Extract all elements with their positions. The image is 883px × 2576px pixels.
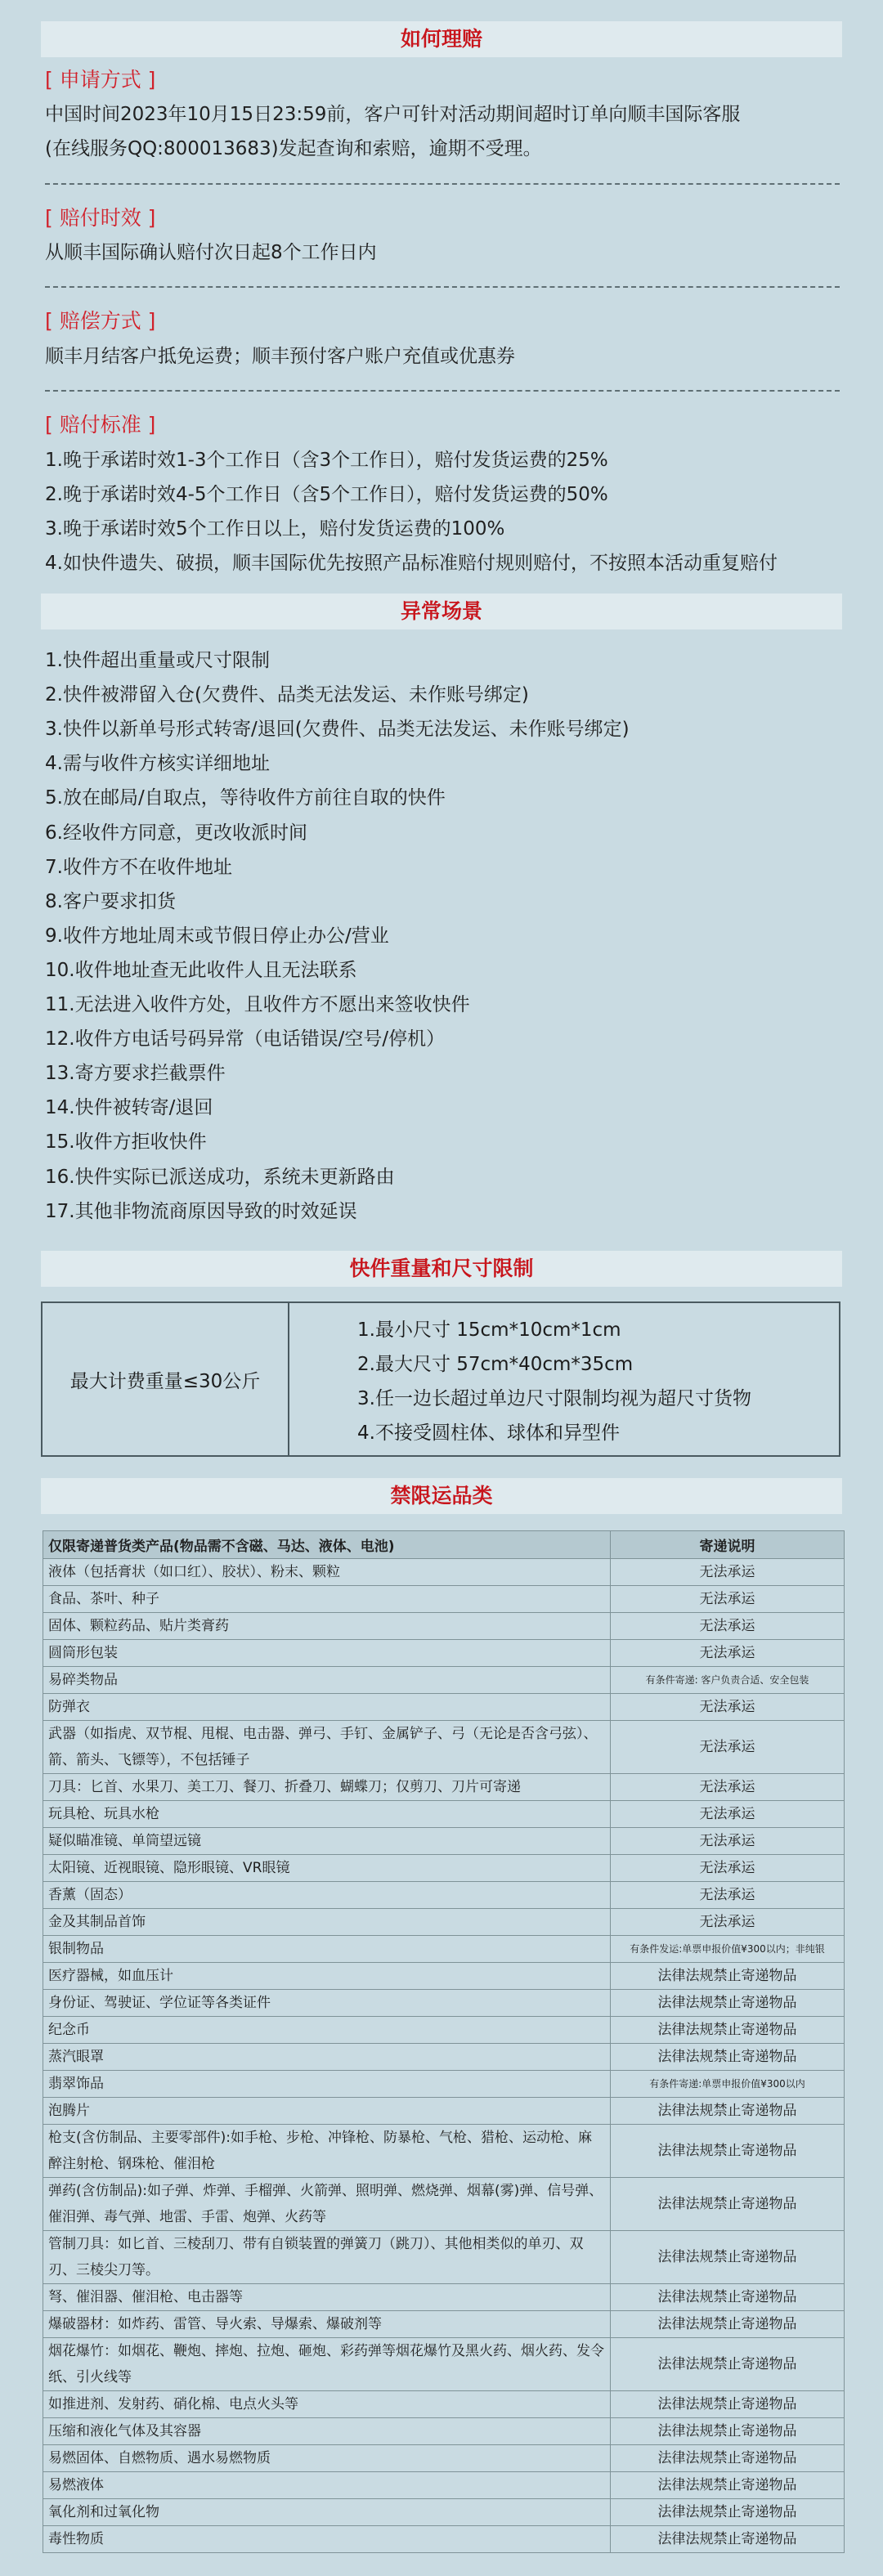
- abnormal-banner: 异常场景: [41, 594, 842, 629]
- table-row: [43, 2098, 845, 2125]
- abnormal-item: 9.收件方地址周末或节假日停止办公/营业: [45, 925, 389, 947]
- table-row: [43, 2178, 845, 2231]
- claim-banner: 如何理赔: [41, 21, 842, 57]
- restricted-note-cell: 无法承运: [611, 1801, 845, 1828]
- restricted-item-cell: 易燃固体、自燃物质、遇水易燃物质: [43, 2445, 611, 2472]
- restricted-item-cell: 液体（包括膏状（如口红）、胶状）、粉末、颗粒: [43, 1559, 611, 1586]
- restricted-item-cell: 医疗器械，如血压计: [43, 1963, 611, 1990]
- restricted-note-cell: 无法承运: [611, 1721, 845, 1774]
- table-row: [43, 1721, 845, 1774]
- table-row: [43, 1694, 845, 1721]
- restricted-item-cell: 易燃液体: [43, 2472, 611, 2499]
- restricted-item-cell: 香薰（固态）: [43, 1882, 611, 1909]
- payout-standard-line: 3.晚于承诺时效5个工作日以上，赔付发货运费的100%: [45, 518, 505, 540]
- abnormal-item: 3.快件以新单号形式转寄/退回(欠费件、品类无法发运、未作账号绑定): [45, 719, 630, 741]
- restricted-note-cell: 法律法规禁止寄递物品: [611, 2391, 845, 2418]
- restricted-note-cell: 无法承运: [611, 1586, 845, 1613]
- apply-method-title: [ 申请方式 ]: [45, 68, 156, 92]
- restricted-item-cell: 爆破器材：如炸药、雷管、导火索、导爆索、爆破剂等: [43, 2311, 611, 2338]
- restricted-note-cell: 法律法规禁止寄递物品: [611, 2445, 845, 2472]
- abnormal-item: 4.需与收件方核实详细地址: [45, 753, 270, 775]
- table-row: [43, 1909, 845, 1936]
- restricted-item-cell: 烟花爆竹：如烟花、鞭炮、摔炮、拉炮、砸炮、彩药弹等烟花爆竹及黑火药、烟火药、发令纸、引火线等: [43, 2338, 611, 2391]
- restricted-note-cell: 法律法规禁止寄递物品: [611, 2338, 845, 2391]
- restricted-item-cell: 固体、颗粒药品、贴片类膏药: [43, 1613, 611, 1640]
- table-row: [43, 1990, 845, 2017]
- restricted-item-cell: 如推进剂、发射药、硝化棉、电点火头等: [43, 2391, 611, 2418]
- divider: [45, 286, 840, 288]
- abnormal-item: 14.快件被转寄/退回: [45, 1097, 213, 1119]
- max-weight-cell: 最大计费重量≤30公斤: [43, 1303, 289, 1455]
- compensation-method-line: 顺丰月结客户抵免运费；顺丰预付客户账户充值或优惠券: [45, 346, 515, 367]
- restricted-item-cell: 管制刀具：如匕首、三棱刮刀、带有自锁装置的弹簧刀（跳刀）、其他相类似的单刃、双刃、三棱尖刀等。: [43, 2231, 611, 2284]
- restricted-item-cell: 毒性物质: [43, 2526, 611, 2553]
- divider: [45, 390, 840, 392]
- table-row: [43, 2499, 845, 2526]
- restricted-note-cell: 无法承运: [611, 1774, 845, 1801]
- limits-table: [41, 1301, 840, 1457]
- restricted-note-cell: 无法承运: [611, 1640, 845, 1667]
- table-row: [43, 2472, 845, 2499]
- restricted-note-cell: 法律法规禁止寄递物品: [611, 2125, 845, 2178]
- abnormal-item: 6.经收件方同意，更改收派时间: [45, 822, 307, 844]
- restricted-item-cell: 弹药(含仿制品):如子弹、炸弹、手榴弹、火箭弹、照明弹、燃烧弹、烟幕(雾)弹、信号弹、催泪弹、毒气弹、地雷、手雷、炮弹、火药等: [43, 2178, 611, 2231]
- abnormal-item: 13.寄方要求拦截票件: [45, 1063, 226, 1085]
- restricted-item-cell: 金及其制品首饰: [43, 1909, 611, 1936]
- restricted-note-cell: 有条件寄递:单票申报价值¥300以内: [611, 2071, 845, 2098]
- restricted-item-cell: 泡腾片: [43, 2098, 611, 2125]
- restricted-note-cell: 无法承运: [611, 1828, 845, 1855]
- table-row: [43, 2284, 845, 2311]
- restricted-item-cell: 武器（如指虎、双节棍、甩棍、电击器、弹弓、手钉、金属铲子、弓（无论是否含弓弦）、箭、箭头、飞镖等），不包括锤子: [43, 1721, 611, 1774]
- restricted-note-cell: 法律法规禁止寄递物品: [611, 1990, 845, 2017]
- restricted-note-cell: 无法承运: [611, 1882, 845, 1909]
- table-row: [43, 1640, 845, 1667]
- abnormal-item: 11.无法进入收件方处，且收件方不愿出来签收快件: [45, 994, 470, 1015]
- table-row: [43, 2231, 845, 2284]
- table-row: [43, 2526, 845, 2553]
- restricted-item-cell: 压缩和液化气体及其容器: [43, 2418, 611, 2445]
- table-row: [43, 1963, 845, 1990]
- restricted-item-cell: 太阳镜、近视眼镜、隐形眼镜、VR眼镜: [43, 1855, 611, 1882]
- table-header-note: 寄递说明: [611, 1531, 845, 1559]
- table-row: [43, 1936, 845, 1963]
- size-limit-line: 4.不接受圆柱体、球体和异型件: [357, 1422, 620, 1444]
- restricted-banner: 禁限运品类: [41, 1478, 842, 1514]
- table-row: [43, 1613, 845, 1640]
- restricted-note-cell: 法律法规禁止寄递物品: [611, 1963, 845, 1990]
- divider: [45, 183, 840, 185]
- restricted-note-cell: 法律法规禁止寄递物品: [611, 2284, 845, 2311]
- restricted-item-cell: 身份证、驾驶证、学位证等各类证件: [43, 1990, 611, 2017]
- restricted-note-cell: 法律法规禁止寄递物品: [611, 2472, 845, 2499]
- restricted-note-cell: 法律法规禁止寄递物品: [611, 2178, 845, 2231]
- payout-time-line: 从顺丰国际确认赔付次日起8个工作日内: [45, 242, 377, 263]
- restricted-note-cell: 法律法规禁止寄递物品: [611, 2098, 845, 2125]
- abnormal-item: 12.收件方电话号码异常（电话错误/空号/停机）: [45, 1028, 446, 1051]
- apply-method-line-1: 中国时间2023年10月15日23:59前，客户可针对活动期间超时订单向顺丰国际客服: [45, 104, 741, 125]
- restricted-note-cell: 法律法规禁止寄递物品: [611, 2311, 845, 2338]
- abnormal-item: 5.放在邮局/自取点，等待收件方前往自取的快件: [45, 787, 446, 809]
- restricted-note-cell: 法律法规禁止寄递物品: [611, 2044, 845, 2071]
- table-row: [43, 1801, 845, 1828]
- table-row: [43, 2311, 845, 2338]
- restricted-item-cell: 氧化剂和过氧化物: [43, 2499, 611, 2526]
- payout-standard-line: 4.如快件遗失、破损，顺丰国际优先按照产品标准赔付规则赔付，不按照本活动重复赔付: [45, 553, 778, 574]
- abnormal-item: 2.快件被滞留入仓(欠费件、品类无法发运、未作账号绑定): [45, 684, 529, 706]
- table-row: [43, 2125, 845, 2178]
- size-limit-line: 2.最大尺寸 57cm*40cm*35cm: [357, 1354, 634, 1375]
- restricted-item-cell: 弩、催泪器、催泪枪、电击器等: [43, 2284, 611, 2311]
- restricted-item-cell: 翡翠饰品: [43, 2071, 611, 2098]
- restricted-item-cell: 枪支(含仿制品、主要零部件):如手枪、步枪、冲锋枪、防暴枪、气枪、猎枪、运动枪、麻醉注射枪、钢珠枪、催泪枪: [43, 2125, 611, 2178]
- restricted-item-cell: 食品、茶叶、种子: [43, 1586, 611, 1613]
- abnormal-item: 8.客户要求扣货: [45, 890, 176, 912]
- size-limit-line: 3.任一边长超过单边尺寸限制均视为超尺寸货物: [357, 1388, 751, 1409]
- restricted-note-cell: 无法承运: [611, 1909, 845, 1936]
- restricted-note-cell: 有条件寄递: 客户负责合适、安全包装: [611, 1667, 845, 1694]
- payout-standard-line: 1.晚于承诺时效1-3个工作日（含3个工作日），赔付发货运费的25%: [45, 450, 608, 471]
- payout-standard-line: 2.晚于承诺时效4-5个工作日（含5个工作日），赔付发货运费的50%: [45, 484, 608, 505]
- restricted-note-cell: 无法承运: [611, 1559, 845, 1586]
- restricted-item-cell: 防弹衣: [43, 1694, 611, 1721]
- abnormal-item: 10.收件地址查无此收件人且无法联系: [45, 959, 357, 981]
- payout-time-title: [ 赔付时效 ]: [45, 206, 156, 230]
- abnormal-item: 1.快件超出重量或尺寸限制: [45, 650, 270, 671]
- size-limit-line: 1.最小尺寸 15cm*10cm*1cm: [357, 1319, 621, 1341]
- table-row: [43, 2071, 845, 2098]
- restricted-item-cell: 蒸汽眼罩: [43, 2044, 611, 2071]
- restricted-item-cell: 纪念币: [43, 2017, 611, 2044]
- restricted-note-cell: 法律法规禁止寄递物品: [611, 2017, 845, 2044]
- restricted-note-cell: 无法承运: [611, 1613, 845, 1640]
- abnormal-item: 17.其他非物流商原因导致的时效延误: [45, 1200, 357, 1222]
- table-row: [43, 1667, 845, 1694]
- restricted-note-cell: 法律法规禁止寄递物品: [611, 2231, 845, 2284]
- restricted-item-cell: 玩具枪、玩具水枪: [43, 1801, 611, 1828]
- abnormal-item: 16.快件实际已派送成功，系统未更新路由: [45, 1166, 395, 1188]
- apply-method-line-2: (在线服务QQ:800013683)发起查询和索赔，逾期不受理。: [45, 138, 542, 159]
- restricted-note-cell: 无法承运: [611, 1855, 845, 1882]
- table-row: [43, 1774, 845, 1801]
- table-row: [43, 1855, 845, 1882]
- table-row: [43, 1586, 845, 1613]
- limits-banner: 快件重量和尺寸限制: [41, 1251, 842, 1287]
- table-row: [43, 2391, 845, 2418]
- table-row: [43, 2338, 845, 2391]
- table-row: [43, 1559, 845, 1586]
- restricted-note-cell: 法律法规禁止寄递物品: [611, 2526, 845, 2553]
- restricted-note-cell: 法律法规禁止寄递物品: [611, 2418, 845, 2445]
- table-row: [43, 1828, 845, 1855]
- table-row: [43, 2418, 845, 2445]
- abnormal-item: 7.收件方不在收件地址: [45, 856, 232, 878]
- table-row: [43, 2017, 845, 2044]
- abnormal-item: 15.收件方拒收快件: [45, 1131, 207, 1154]
- restricted-item-cell: 圆筒形包装: [43, 1640, 611, 1667]
- restricted-note-cell: 法律法规禁止寄递物品: [611, 2499, 845, 2526]
- restricted-note-cell: 无法承运: [611, 1694, 845, 1721]
- restricted-item-cell: 银制物品: [43, 1936, 611, 1963]
- restricted-item-cell: 易碎类物品: [43, 1667, 611, 1694]
- compensation-method-title: [ 赔偿方式 ]: [45, 309, 156, 333]
- restricted-note-cell: 有条件发运:单票申报价值¥300以内；非纯银: [611, 1936, 845, 1963]
- restricted-table: [43, 1530, 845, 2553]
- restricted-item-cell: 刀具：匕首、水果刀、美工刀、餐刀、折叠刀、蝴蝶刀；仅剪刀、刀片可寄递: [43, 1774, 611, 1801]
- payout-standard-title: [ 赔付标准 ]: [45, 413, 156, 437]
- table-row: [43, 2044, 845, 2071]
- table-row: [43, 2445, 845, 2472]
- table-header-item: 仅限寄递普货类产品(物品需不含磁、马达、液体、电池): [43, 1531, 611, 1559]
- table-row: [43, 1882, 845, 1909]
- restricted-item-cell: 疑似瞄准镜、单筒望远镜: [43, 1828, 611, 1855]
